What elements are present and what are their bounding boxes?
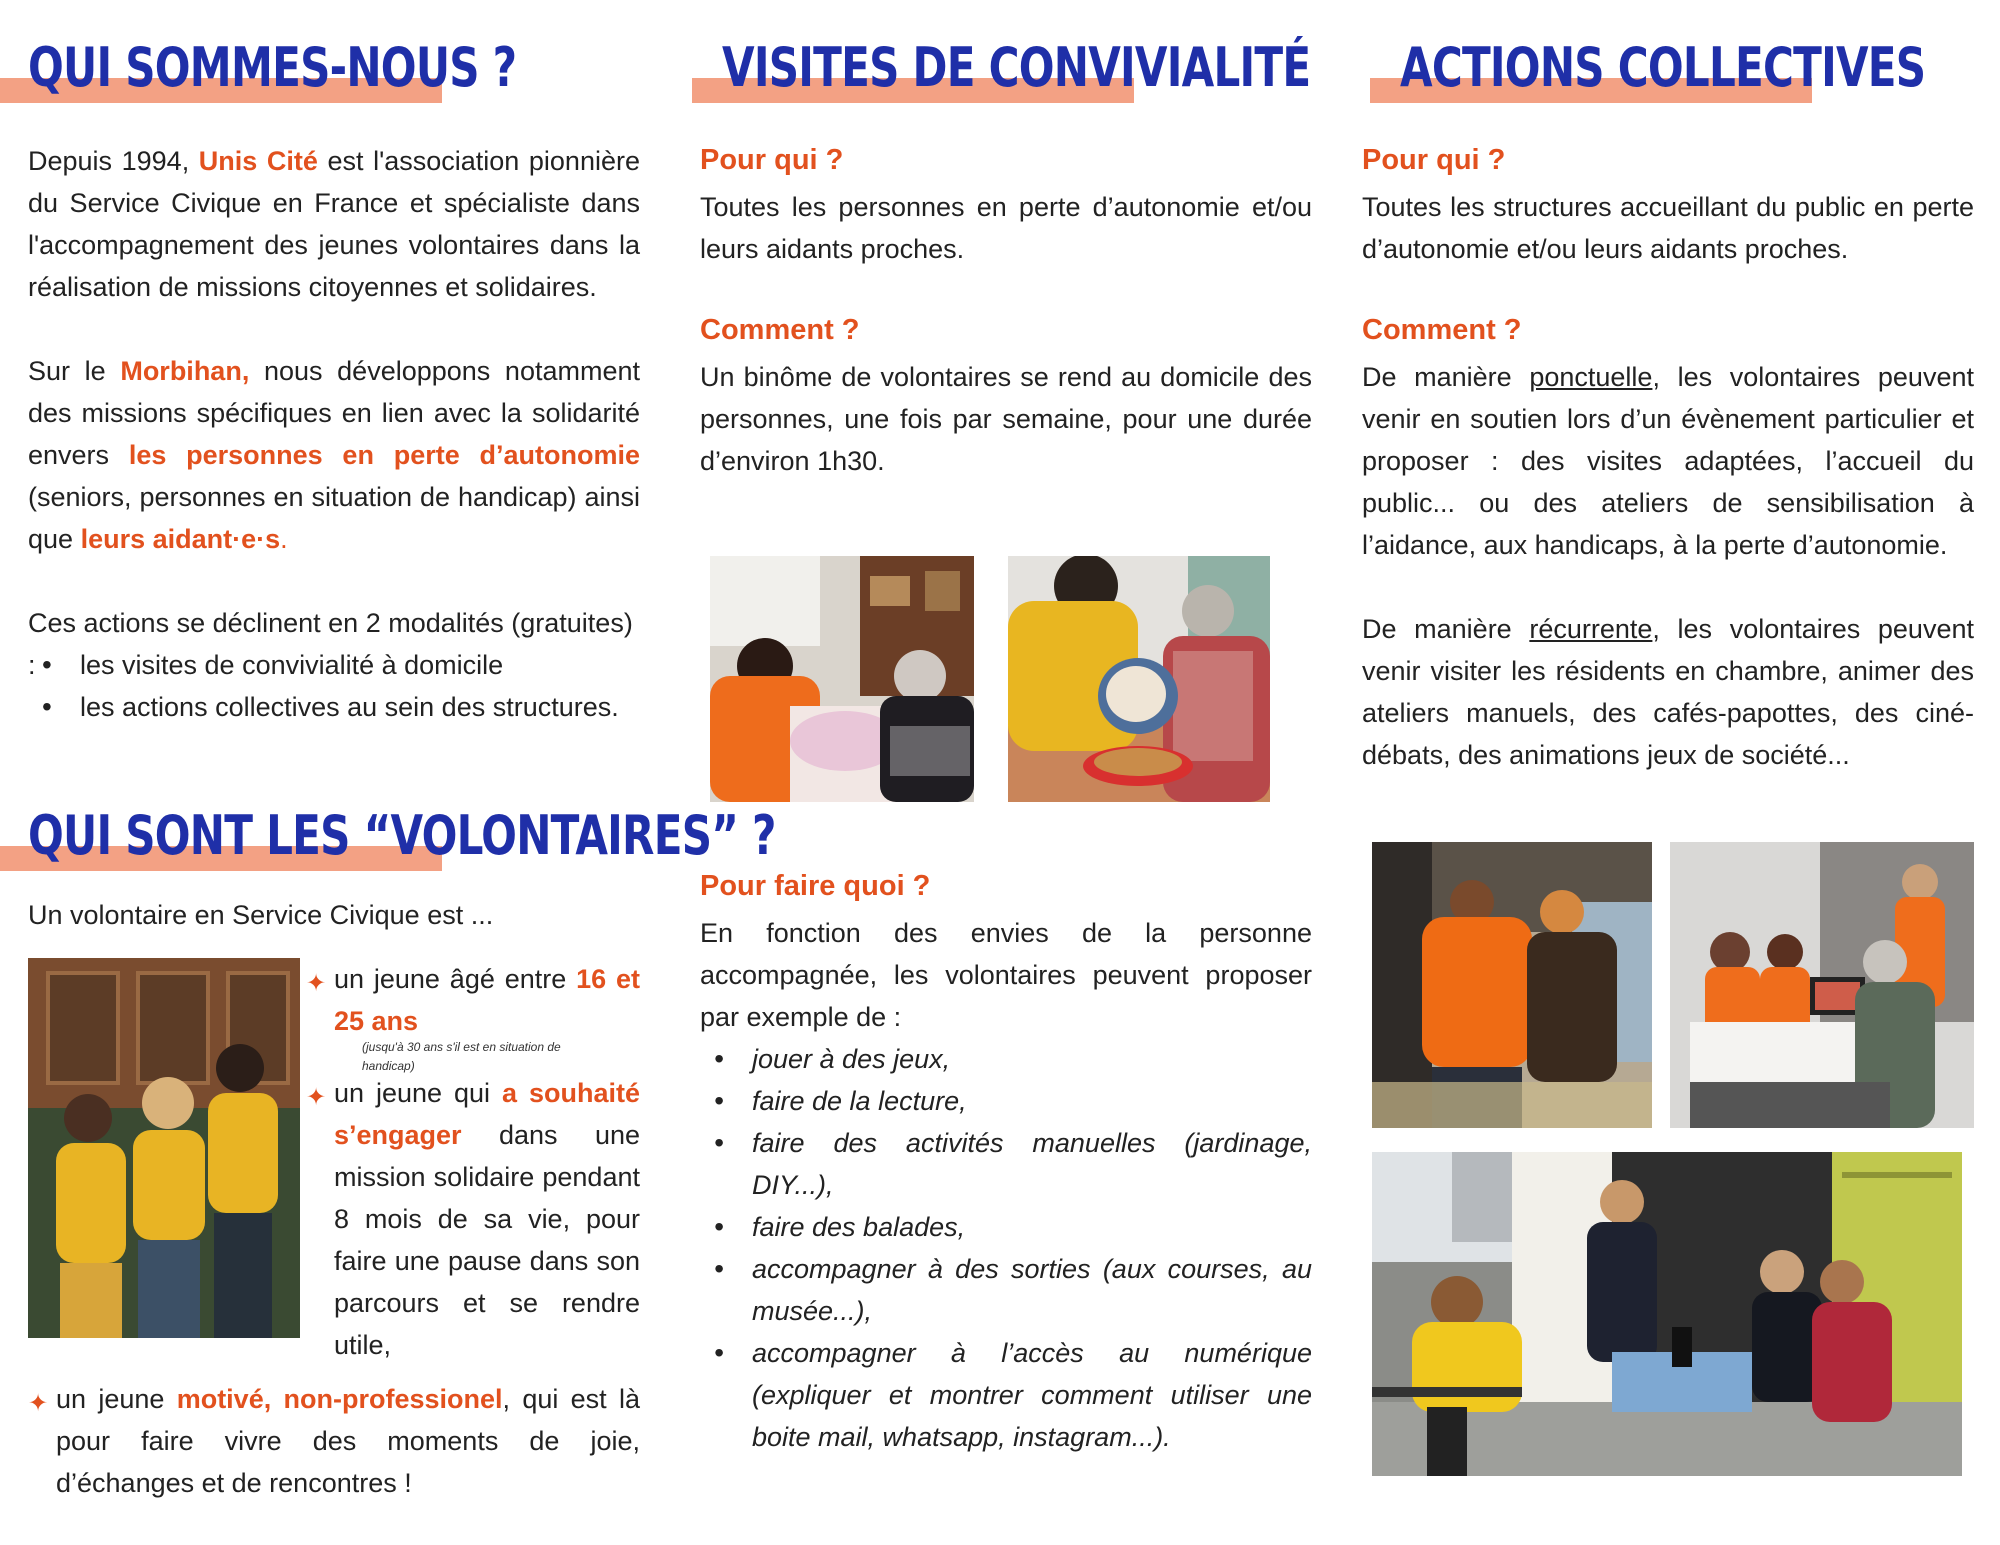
volunteer-text: un jeune âgé entre: [334, 964, 577, 994]
intro-paragraph-3: Ces actions se déclinent en 2 modalités (gratuites) :: [28, 608, 633, 680]
heading-qui-sommes-nous: QUI SOMMES-NOUS ?: [28, 36, 517, 99]
highlight-motive: motivé, non-professionel: [176, 1384, 503, 1414]
volunteer-text: , qui est là pour faire vivre des moments de joie, d’échanges et de rencontres !: [56, 1384, 640, 1498]
ponctuelle-paragraph: [1362, 356, 1974, 566]
age-footnote: (jusqu'à 30 ans s'il est en situation de handicap): [362, 1040, 561, 1073]
volunteer-text: un jeune: [56, 1384, 177, 1414]
highlight-perte-autonomie: les personnes en perte d’autonomie: [128, 440, 640, 470]
pour-qui-text: Toutes les personnes en perte d’autonomie et/ou leurs aidants proches.: [700, 192, 1312, 264]
collective-photo-hall: [1372, 842, 1652, 1128]
heading-visites-de-convivialite: VISITES DE CONVIVIALITÉ: [722, 36, 1311, 99]
intro-paragraph-2: [28, 350, 640, 560]
comment-text: Un binôme de volontaires se rend au domicile des personnes, une fois par semaine, pour une durée d’environ 1h30.: [700, 362, 1312, 476]
pour-qui-text: Toutes les structures accueillant du public en perte d’autonomie et/ou leurs aidants proches.: [1362, 192, 1974, 264]
heading-actions-collectives: ACTIONS COLLECTIVES: [1400, 36, 1926, 99]
actions-text: , les volontaires peuvent venir en soutien lors d’un évènement particulier et proposer : des visites adaptées, l’accueil du public... ou des ateliers de sensibilisation à l’aidance, aux handicaps, à la perte d’autonomie.: [1362, 362, 1974, 560]
visit-photo-cooking: [710, 556, 974, 802]
subheading-pour-qui: Pour qui ?: [700, 144, 844, 176]
sparkle-bullet-icon: ✦: [306, 970, 327, 997]
list-item: • faire des balades,: [700, 1206, 1312, 1248]
intro-text: .: [280, 524, 288, 554]
volunteer-point-2: [334, 1072, 640, 1366]
sparkle-bullet-icon: ✦: [306, 1084, 327, 1111]
volunteer-text: dans une mission solidaire pendant 8 mois de sa vie, pour faire une pause dans son parcours et se rendre utile,: [334, 1120, 640, 1360]
underlined-recurrente: récurrente: [1529, 614, 1653, 644]
recurrente-paragraph: [1362, 608, 1974, 776]
activities-list: [700, 1038, 1312, 1458]
pour-faire-quoi-text: En fonction des envies de la personne accompagnée, les volontaires peuvent proposer par exemple de :: [700, 918, 1312, 1032]
subheading-pour-faire-quoi: Pour faire quoi ?: [700, 870, 931, 902]
collective-photo-tablet: [1670, 842, 1974, 1128]
subheading-comment: Comment ?: [1362, 314, 1522, 346]
highlight-unis-cite: Unis Cité: [198, 146, 318, 176]
subheading-comment: Comment ?: [700, 314, 860, 346]
list-item: • les actions collectives au sein des structures.: [28, 686, 640, 728]
intro-text: Depuis 1994,: [28, 146, 199, 176]
intro-text: Sur le: [28, 356, 121, 386]
list-item: • accompagner à des sorties (aux courses, au musée...),: [700, 1248, 1312, 1332]
heading-block-volontaires: [0, 798, 776, 908]
visit-photo-baking: [1008, 556, 1270, 802]
list-item: • faire de la lecture,: [700, 1080, 1312, 1122]
actions-text: De manière: [1362, 614, 1530, 644]
highlight-morbihan: Morbihan,: [120, 356, 250, 386]
highlight-aidants: leurs aidant·e·s: [80, 524, 281, 554]
list-item: • jouer à des jeux,: [700, 1038, 1312, 1080]
modalites-list: [28, 644, 640, 728]
subheading-pour-qui: Pour qui ?: [1362, 144, 1506, 176]
volunteers-photo: [28, 958, 300, 1338]
collective-photo-outdoor: [1372, 1152, 1962, 1476]
actions-text: , les volontaires peuvent venir visiter les résidents en chambre, animer des ateliers manuels, des cafés-papottes, des ciné-débats, des animations jeux de société...: [1362, 614, 1974, 770]
underlined-ponctuelle: ponctuelle: [1529, 362, 1653, 392]
list-item: • accompagner à l’accès au numérique (expliquer et montrer comment utiliser une boite mail, whatsapp, instagram...).: [700, 1332, 1312, 1458]
volunteer-point-1: [334, 958, 640, 1042]
list-item: • faire des activités manuelles (jardinage, DIY...),: [700, 1122, 1312, 1206]
heading-qui-sont-les-volontaires: QUI SONT LES “VOLONTAIRES” ?: [28, 804, 776, 867]
intro-text: nous développons notamment des missions spécifiques en lien avec la solidarité envers: [28, 356, 640, 470]
volunteer-point-3: [56, 1378, 640, 1504]
highlight-age: 16 et 25 ans: [334, 964, 640, 1036]
sparkle-bullet-icon: ✦: [28, 1390, 49, 1417]
volunteer-text: un jeune qui: [334, 1078, 502, 1108]
heading-block-visites: [692, 30, 1312, 140]
intro-paragraph-1: [28, 140, 640, 308]
list-item: • les visites de convivialité à domicile: [28, 644, 640, 686]
actions-text: De manière: [1362, 362, 1530, 392]
volunteers-lead: Un volontaire en Service Civique est ...: [28, 900, 494, 930]
heading-block-actions: [1370, 30, 1990, 140]
heading-block-qui-sommes-nous: [0, 30, 640, 140]
intro-text: est l'association pionnière du Service Civique en France et spécialiste dans l'accompagnement des jeunes volontaires dans la réalisation de missions citoyennes et solidaires.: [28, 146, 640, 302]
intro-text: (seniors, personnes en situation de handicap) ainsi que: [28, 482, 640, 554]
highlight-engager: a souhaité s’engager: [334, 1078, 640, 1150]
